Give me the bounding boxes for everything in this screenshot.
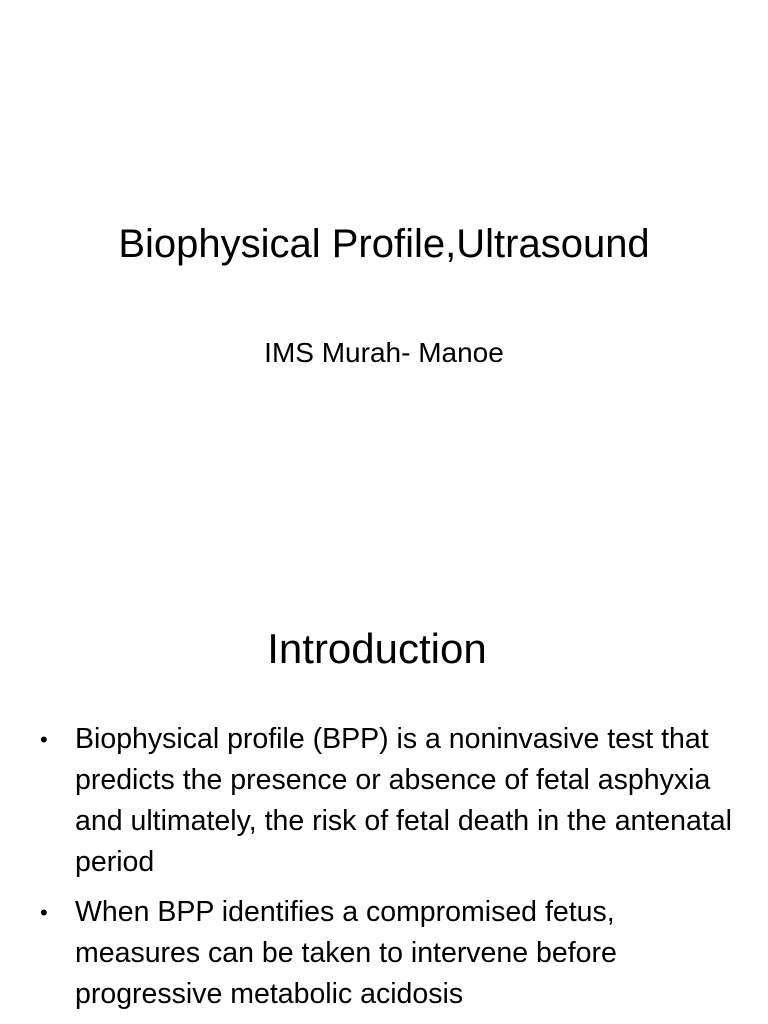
slide-title: Introduction [267,625,487,672]
bullet-dot-icon: • [40,900,48,925]
presentation-author: IMS Murah- Manoe [264,337,504,368]
bullet-dot-icon: • [40,727,48,752]
bullet-text: When BPP identifies a compromised fetus, measures can be taken to intervene before progressive metabolic acidosis [75,896,617,1010]
bullet-text: Biophysical profile (BPP) is a noninvasive test that predicts the presence or absence of fetal asphyxia and ultimately, the risk of fetal death in the antenatal period [75,723,732,878]
bullet-item [38,892,738,1015]
bullet-list [38,719,738,1024]
bullet-item [38,719,738,883]
presentation-title: Biophysical Profile,Ultrasound [118,222,650,266]
introduction-slide [0,576,768,1024]
